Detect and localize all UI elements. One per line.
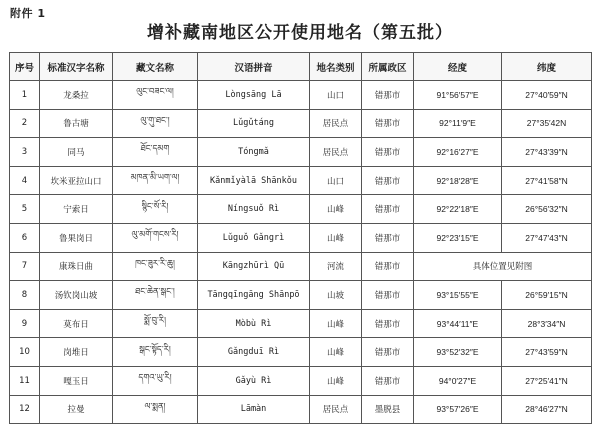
cell-district: 错那市	[362, 366, 414, 395]
cell-tibetan-name: དགའ་ཡུ་རི།	[113, 366, 198, 395]
cell-category: 山口	[310, 166, 362, 195]
header-serial: 序号	[10, 53, 40, 81]
cell-pinyin: Tāngqīngāng Shānpō	[198, 281, 310, 310]
table-row	[10, 281, 592, 310]
cell-district: 错那市	[362, 281, 414, 310]
cell-longitude: 92°16′27″E	[414, 138, 502, 167]
cell-category: 山峰	[310, 195, 362, 224]
cell-tibetan-name: ལུ་མགོ་གངས་རི།	[113, 223, 198, 252]
header-chinese-name: 标准汉字名称	[40, 53, 113, 81]
cell-serial: 4	[10, 166, 40, 195]
cell-category: 山峰	[310, 309, 362, 338]
cell-category: 山口	[310, 81, 362, 110]
cell-chinese-name: 鲁果岗日	[40, 223, 113, 252]
table-row	[10, 309, 592, 338]
cell-latitude: 26°59′15″N	[502, 281, 592, 310]
cell-latitude: 27°41′58″N	[502, 166, 592, 195]
cell-district: 错那市	[362, 309, 414, 338]
cell-tibetan-name: མཁན་མི་ཡག་ལ།	[113, 166, 198, 195]
cell-tibetan-name: ལུ་གུ་ཐང་།	[113, 109, 198, 138]
cell-serial: 3	[10, 138, 40, 167]
table-row	[10, 109, 592, 138]
cell-district: 错那市	[362, 252, 414, 281]
cell-chinese-name: 宁索日	[40, 195, 113, 224]
table-header-row	[10, 53, 592, 81]
cell-chinese-name: 龙桑拉	[40, 81, 113, 110]
cell-district: 错那市	[362, 109, 414, 138]
cell-serial: 11	[10, 366, 40, 395]
cell-serial: 10	[10, 338, 40, 367]
cell-district: 错那市	[362, 195, 414, 224]
cell-tibetan-name: ལ་སྨན།	[113, 395, 198, 424]
cell-longitude: 92°11′9″E	[414, 109, 502, 138]
cell-category: 山峰	[310, 366, 362, 395]
cell-serial: 12	[10, 395, 40, 424]
document-title: 增补藏南地区公开使用地名（第五批）	[147, 23, 453, 43]
cell-chinese-name: 莫布日	[40, 309, 113, 338]
cell-district: 墨脱县	[362, 395, 414, 424]
cell-tibetan-name: ཐོང་དམག	[113, 138, 198, 167]
cell-chinese-name: 同马	[40, 138, 113, 167]
cell-serial: 8	[10, 281, 40, 310]
cell-serial: 2	[10, 109, 40, 138]
header-pinyin: 汉语拼音	[198, 53, 310, 81]
place-names-table	[9, 52, 592, 424]
cell-latitude: 27°47′43″N	[502, 223, 592, 252]
table-row	[10, 252, 592, 281]
cell-category: 居民点	[310, 138, 362, 167]
cell-latitude: 28°3′34″N	[502, 309, 592, 338]
cell-category: 河流	[310, 252, 362, 281]
cell-serial: 1	[10, 81, 40, 110]
cell-district: 错那市	[362, 138, 414, 167]
cell-category: 山坡	[310, 281, 362, 310]
cell-district: 错那市	[362, 223, 414, 252]
table-row	[10, 195, 592, 224]
table-row	[10, 138, 592, 167]
cell-longitude: 92°23′15″E	[414, 223, 502, 252]
table-row	[10, 338, 592, 367]
cell-pinyin: Gǎngduī Rì	[198, 338, 310, 367]
cell-tibetan-name: ལུང་བཟང་ལ།	[113, 81, 198, 110]
cell-district: 错那市	[362, 338, 414, 367]
table-row	[10, 223, 592, 252]
cell-category: 居民点	[310, 109, 362, 138]
cell-tibetan-name: ཁང་ཟུར་རི་ཆུ།	[113, 252, 198, 281]
table-row	[10, 366, 592, 395]
cell-chinese-name: 康珠日曲	[40, 252, 113, 281]
cell-chinese-name: 嘎玉日	[40, 366, 113, 395]
cell-latitude: 27°35′42N	[502, 109, 592, 138]
cell-pinyin: Mòbù Rì	[198, 309, 310, 338]
cell-latitude: 27°25′41″N	[502, 366, 592, 395]
cell-chinese-name: 岗堆日	[40, 338, 113, 367]
cell-serial: 7	[10, 252, 40, 281]
header-longitude: 经度	[414, 53, 502, 81]
table-row	[10, 395, 592, 424]
cell-category: 山峰	[310, 223, 362, 252]
cell-latitude: 28°46′27″N	[502, 395, 592, 424]
header-latitude: 纬度	[502, 53, 592, 81]
cell-longitude: 93°44′11″E	[414, 309, 502, 338]
attachment-label: 附件 1	[10, 7, 46, 20]
table-row	[10, 81, 592, 110]
cell-longitude: 94°0′27″E	[414, 366, 502, 395]
cell-serial: 9	[10, 309, 40, 338]
cell-latitude: 27°40′59″N	[502, 81, 592, 110]
cell-chinese-name: 汤钦岗山坡	[40, 281, 113, 310]
cell-district: 错那市	[362, 81, 414, 110]
cell-category: 居民点	[310, 395, 362, 424]
cell-latitude: 26°56′32″N	[502, 195, 592, 224]
cell-location-note: 具体位置见附图	[414, 252, 592, 281]
cell-serial: 6	[10, 223, 40, 252]
cell-tibetan-name: སྨོ་བུ་རི།	[113, 309, 198, 338]
cell-chinese-name: 鲁古塘	[40, 109, 113, 138]
cell-pinyin: Tóngmǎ	[198, 138, 310, 167]
cell-pinyin: Kǎnmǐyàlā Shānkǒu	[198, 166, 310, 195]
cell-longitude: 92°18′28″E	[414, 166, 502, 195]
cell-chinese-name: 坎米亚拉山口	[40, 166, 113, 195]
cell-district: 错那市	[362, 166, 414, 195]
cell-serial: 5	[10, 195, 40, 224]
cell-tibetan-name: སྙིང་སོ་རི།	[113, 195, 198, 224]
cell-longitude: 93°52′32″E	[414, 338, 502, 367]
cell-longitude: 92°22′18″E	[414, 195, 502, 224]
cell-latitude: 27°43′59″N	[502, 338, 592, 367]
cell-longitude: 93°15′55″E	[414, 281, 502, 310]
cell-chinese-name: 拉曼	[40, 395, 113, 424]
cell-pinyin: Lòngsāng Lā	[198, 81, 310, 110]
header-tibetan-name: 藏文名称	[113, 53, 198, 81]
cell-longitude: 93°57′26″E	[414, 395, 502, 424]
cell-pinyin: Lǔgǔtáng	[198, 109, 310, 138]
cell-tibetan-name: སྒང་སྟོད་རི།	[113, 338, 198, 367]
cell-longitude: 91°56′57″E	[414, 81, 502, 110]
cell-pinyin: Gǎyù Rì	[198, 366, 310, 395]
cell-pinyin: Kāngzhūrì Qū	[198, 252, 310, 281]
cell-category: 山峰	[310, 338, 362, 367]
cell-latitude: 27°43′39″N	[502, 138, 592, 167]
cell-pinyin: Níngsuǒ Rì	[198, 195, 310, 224]
header-category: 地名类别	[310, 53, 362, 81]
header-district: 所属政区	[362, 53, 414, 81]
cell-pinyin: Lāmàn	[198, 395, 310, 424]
cell-pinyin: Lǔguǒ Gǎngrì	[198, 223, 310, 252]
cell-tibetan-name: ཐང་ཆེན་སྒང་།	[113, 281, 198, 310]
table-row	[10, 166, 592, 195]
